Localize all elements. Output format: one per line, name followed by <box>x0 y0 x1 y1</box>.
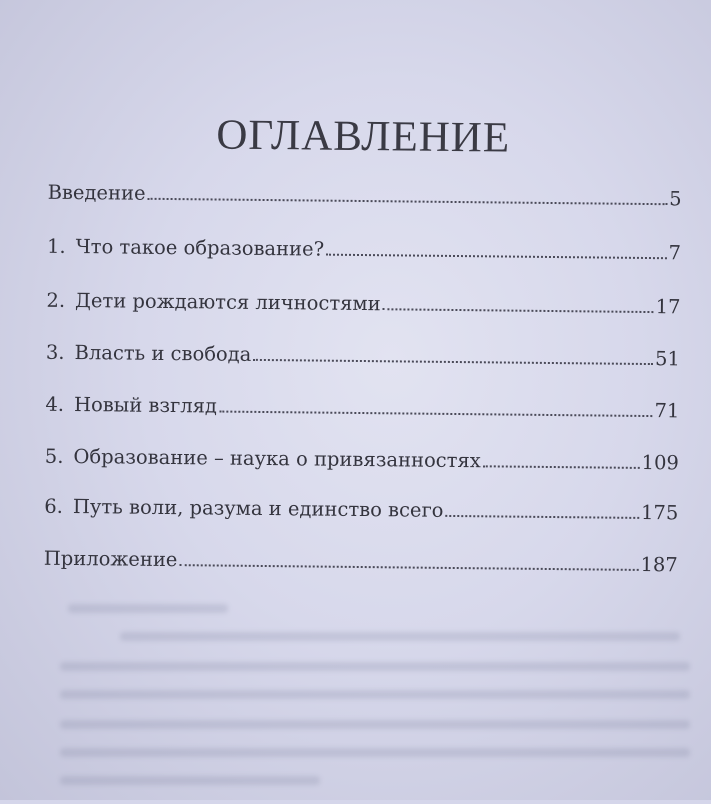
toc-dot-leader <box>147 198 667 205</box>
toc-entry-page: 51 <box>654 347 681 371</box>
toc-entry-label: Власть и свобода <box>74 341 252 366</box>
toc-entry-label: Что такое образование? <box>75 235 325 261</box>
toc-entry-number: 2. <box>46 288 66 312</box>
toc-dot-leader <box>179 564 638 571</box>
toc-entry-chapter-3 <box>46 341 680 371</box>
toc-entry-label: Путь воли, разума и единство всего <box>72 495 444 522</box>
toc-dot-leader <box>483 465 640 469</box>
toc-entry-number: 4. <box>45 392 65 416</box>
toc-entry-number: 5. <box>44 444 64 468</box>
toc-entry-number: 3. <box>45 340 65 364</box>
toc-dot-leader <box>253 359 653 365</box>
toc-entry-page: 71 <box>654 399 680 423</box>
toc-title: ОГЛАВЛЕНИЕ <box>216 111 511 162</box>
toc-entry-label: Приложение <box>43 546 178 572</box>
toc-entry-chapter-5 <box>45 445 679 475</box>
toc-entry-label: Дети рождаются личностями <box>74 289 381 316</box>
toc-entry-label: Образование – наука о привязанностях <box>73 445 481 473</box>
toc-entry-chapter-1 <box>47 235 681 265</box>
toc-entry-page: 187 <box>640 552 678 577</box>
toc-entry-number: 6. <box>44 494 64 518</box>
toc-entry-page: 17 <box>655 295 681 319</box>
toc-entry-number: 1. <box>46 234 66 258</box>
toc-dot-leader <box>219 411 653 418</box>
toc-entry-introduction <box>48 181 682 211</box>
toc-dot-leader <box>445 515 639 519</box>
toc-entry-page: 7 <box>668 241 682 265</box>
toc-entry-chapter-4 <box>45 393 679 423</box>
toc-entry-label: Введение <box>47 180 146 205</box>
toc-entry-appendix <box>44 547 678 577</box>
toc-entry-chapter-6 <box>44 495 678 525</box>
toc-entry-label: Новый взгляд <box>73 393 218 418</box>
toc-entry-page: 5 <box>669 187 682 211</box>
toc-entry-page: 175 <box>640 500 679 525</box>
toc-dot-leader <box>326 254 667 260</box>
toc-dot-leader <box>383 308 654 313</box>
toc-entry-page: 109 <box>641 450 679 475</box>
toc-entry-chapter-2 <box>46 289 680 319</box>
